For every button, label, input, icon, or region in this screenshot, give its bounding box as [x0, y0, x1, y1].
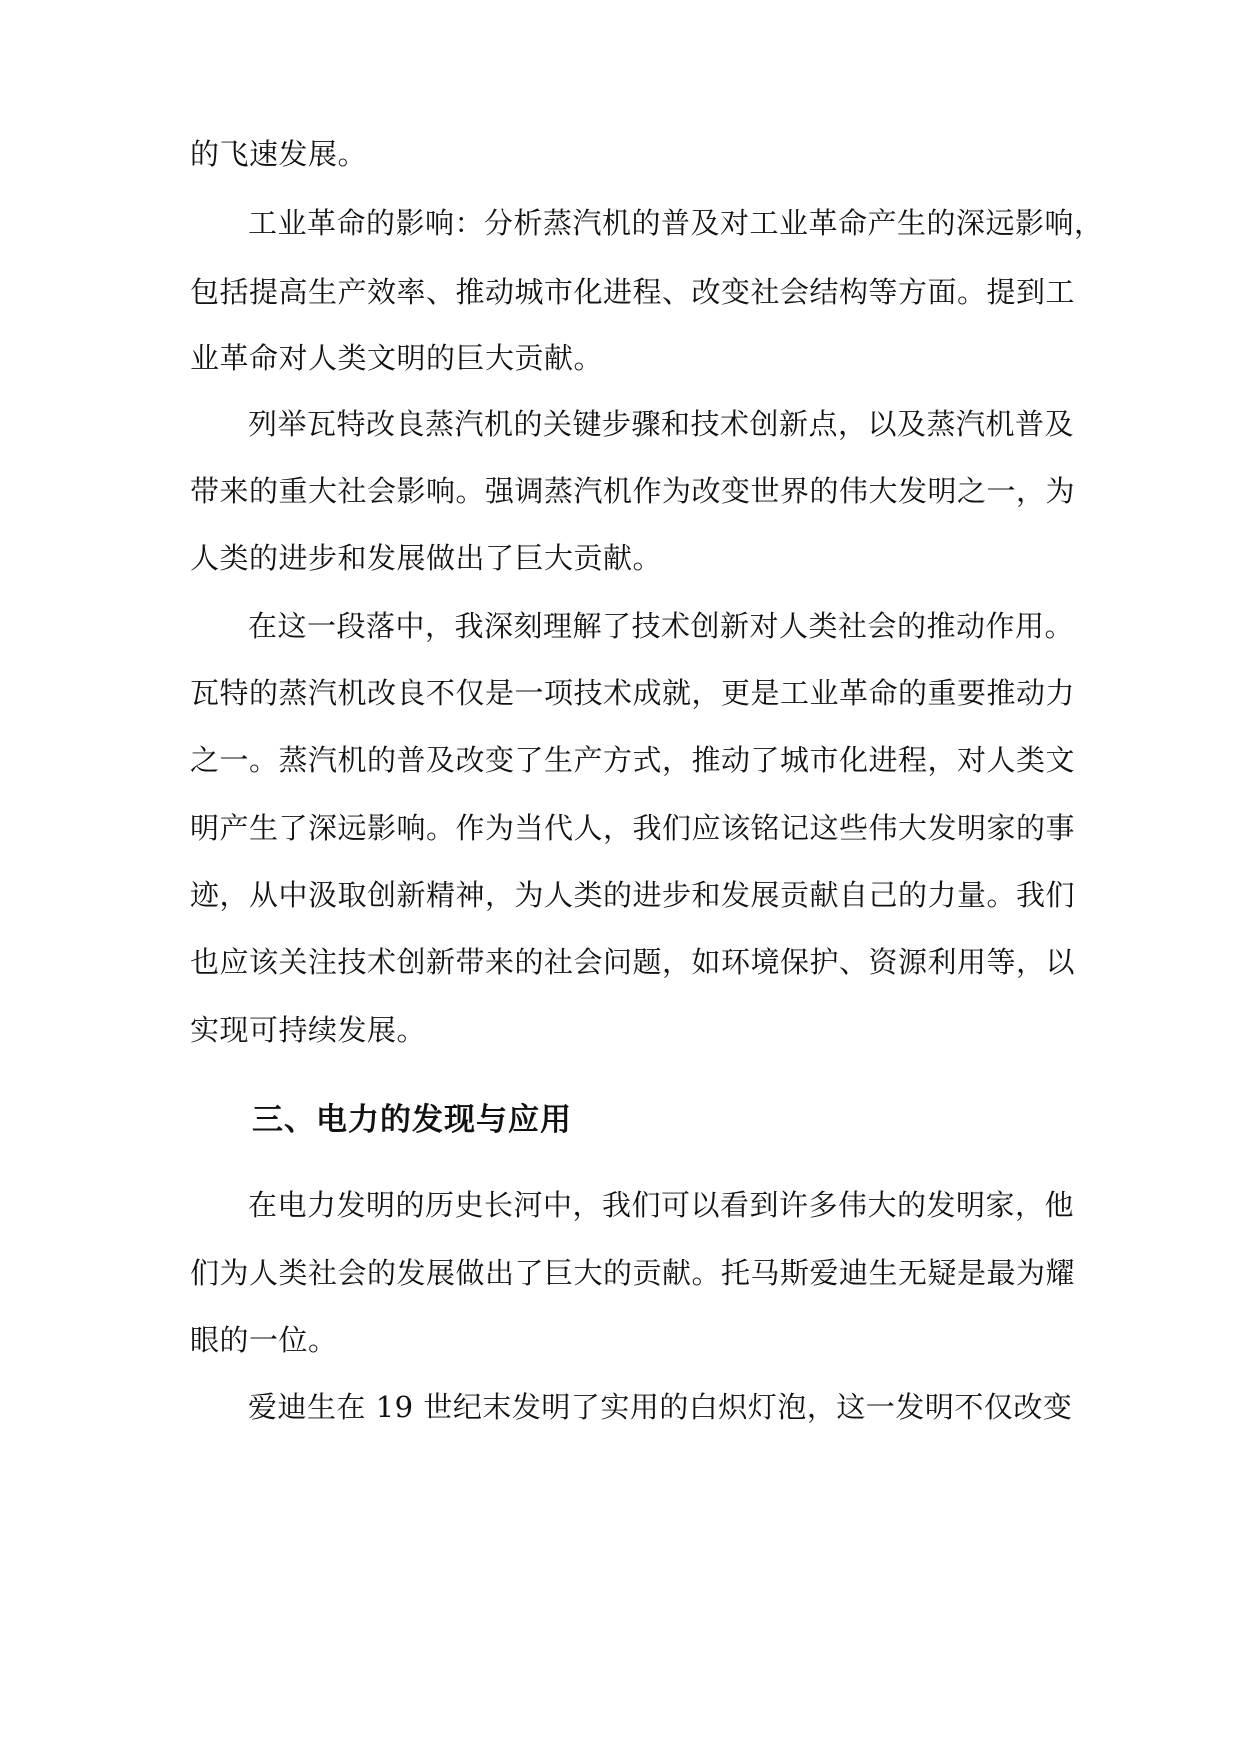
section-heading: 三、电力的发现与应用	[252, 1102, 572, 1138]
paragraph-first-line: 工业革命的影响：分析蒸汽机的普及对工业革命产生的深远影响，	[248, 206, 1104, 240]
text-line: 迹，从中汲取创新精神，为人类的进步和发展贡献自己的力量。我们	[190, 878, 1076, 912]
text-line: 眼的一位。	[190, 1323, 338, 1357]
paragraph-first-line: 在这一段落中，我深刻理解了技术创新对人类社会的推动作用。	[248, 609, 1075, 643]
text-line: 之一。蒸汽机的普及改变了生产方式，推动了城市化进程，对人类文	[190, 743, 1076, 777]
paragraph-first-line: 列举瓦特改良蒸汽机的关键步骤和技术创新点，以及蒸汽机普及	[248, 407, 1075, 441]
text-line: 业革命对人类文明的巨大贡献。	[190, 341, 604, 375]
text-line: 瓦特的蒸汽机改良不仅是一项技术成就，更是工业革命的重要推动力	[190, 676, 1076, 710]
text-line: 也应该关注技术创新带来的社会问题，如环境保护、资源利用等，以	[190, 945, 1076, 979]
text-line: 实现可持续发展。	[190, 1013, 427, 1047]
paragraph-first-line: 在电力发明的历史长河中，我们可以看到许多伟大的发明家，他	[248, 1188, 1075, 1222]
text-line: 明产生了深远影响。作为当代人，我们应该铭记这些伟大发明家的事	[190, 811, 1076, 845]
text-line: 人类的进步和发展做出了巨大贡献。	[190, 541, 663, 575]
text-line: 包括提高生产效率、推动城市化进程、改变社会结构等方面。提到工	[190, 275, 1076, 309]
text-line: 的飞速发展。	[190, 137, 368, 171]
paragraph-first-line: 爱迪生在 19 世纪末发明了实用的白炽灯泡，这一发明不仅改变	[248, 1390, 1073, 1424]
text-line: 带来的重大社会影响。强调蒸汽机作为改变世界的伟大发明之一，为	[190, 474, 1076, 508]
text-line: 们为人类社会的发展做出了巨大的贡献。托马斯爱迪生无疑是最为耀	[190, 1256, 1076, 1290]
